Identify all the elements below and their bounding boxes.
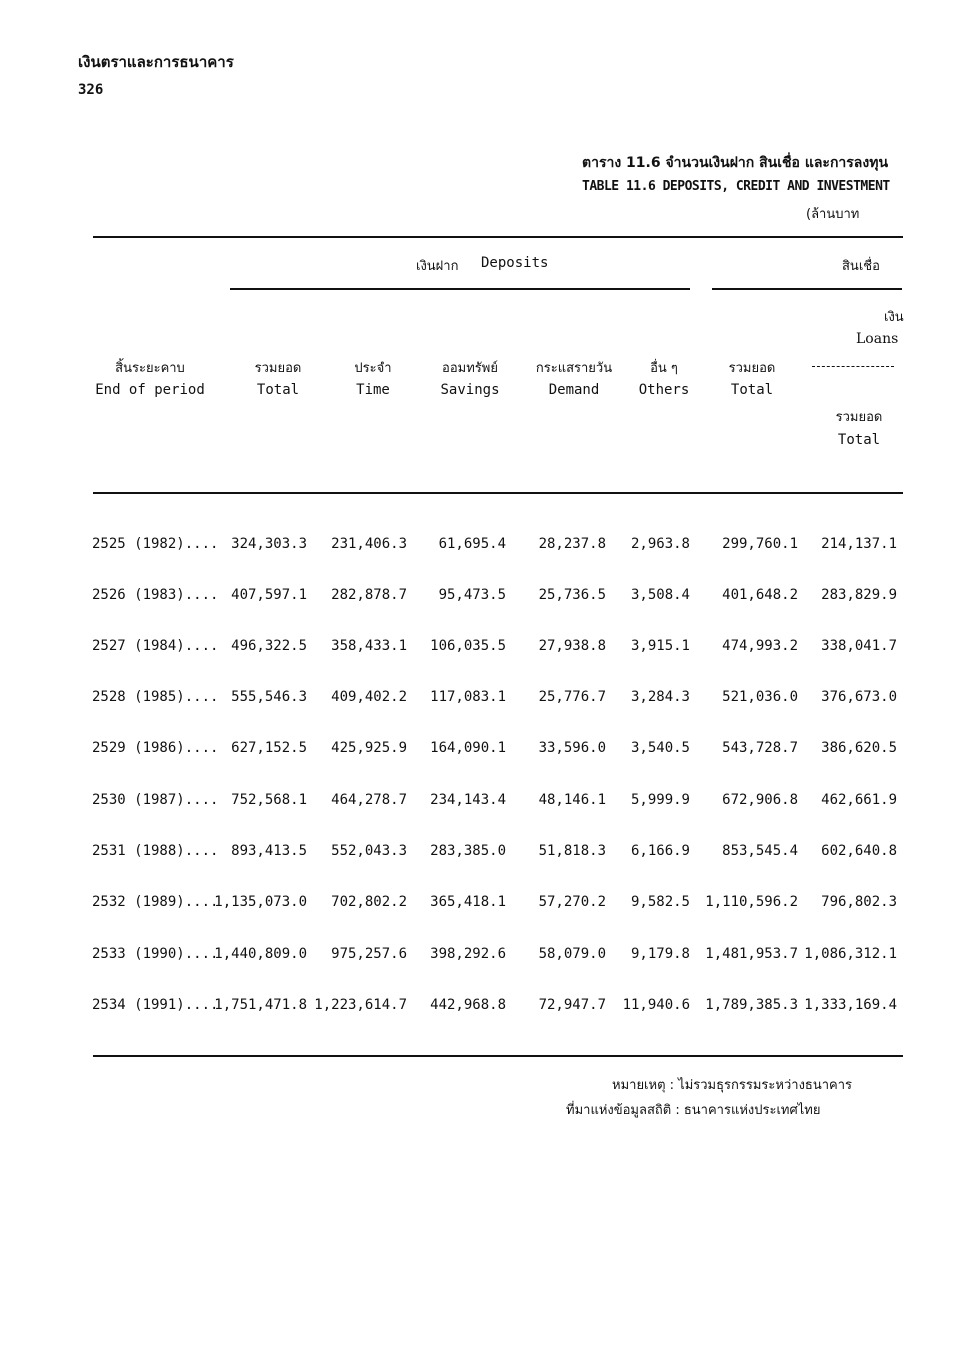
table-row — [0, 894, 966, 914]
table-title-thai: ตาราง 11.6 จำนวนเงินฝาก สินเชื่อ และการลงทุน — [582, 155, 889, 171]
col-credit-total-english: Total — [730, 382, 774, 398]
col-demand-thai: กระแสรายวัน — [535, 361, 613, 376]
cell-others: 5,999.9 — [630, 792, 690, 808]
cell-credit-total: 543,728.7 — [722, 740, 798, 756]
cell-others: 2,963.8 — [630, 536, 690, 552]
cell-others: 3,284.3 — [630, 689, 690, 705]
table-bottom-rule — [93, 1055, 903, 1057]
cell-total: 893,413.5 — [231, 843, 307, 859]
cell-others: 9,582.5 — [630, 894, 690, 910]
table-unit: (ล้านบาท — [806, 207, 860, 222]
cell-time: 231,406.3 — [331, 536, 407, 552]
cell-others: 3,508.4 — [630, 587, 690, 603]
col-period-thai: สิ้นระยะคาบ — [115, 361, 185, 376]
cell-others: 9,179.8 — [630, 946, 690, 962]
cell-credit-total: 474,993.2 — [722, 638, 798, 654]
col-time-thai: ประจำ — [354, 361, 392, 376]
cell-others: 11,940.6 — [622, 997, 690, 1013]
cell-others: 3,915.1 — [630, 638, 690, 654]
cell-time: 552,043.3 — [331, 843, 407, 859]
cell-savings: 283,385.0 — [430, 843, 506, 859]
cell-total: 496,322.5 — [231, 638, 307, 654]
cell-period: 2534 (1991).... — [92, 997, 219, 1013]
cell-period: 2525 (1982).... — [92, 536, 219, 552]
loans-group-english: Loans — [856, 331, 899, 347]
credit-group-rule — [712, 288, 902, 290]
cell-total: 752,568.1 — [231, 792, 307, 808]
cell-others: 3,540.5 — [630, 740, 690, 756]
cell-savings: 365,418.1 — [430, 894, 506, 910]
cell-loans-total: 1,086,312.1 — [804, 946, 897, 962]
cell-demand: 33,596.0 — [538, 740, 606, 756]
cell-demand: 27,938.8 — [538, 638, 606, 654]
page-number: 326 — [78, 82, 104, 98]
cell-demand: 25,776.7 — [538, 689, 606, 705]
credit-group-thai: สินเชื่อ — [842, 259, 880, 274]
table-row — [0, 587, 966, 607]
loans-group-thai: เงิน — [884, 310, 904, 325]
cell-credit-total: 521,036.0 — [722, 689, 798, 705]
cell-period: 2532 (1989).... — [92, 894, 219, 910]
cell-savings: 398,292.6 — [430, 946, 506, 962]
cell-period: 2528 (1985).... — [92, 689, 219, 705]
cell-loans-total: 214,137.1 — [821, 536, 897, 552]
cell-time: 464,278.7 — [331, 792, 407, 808]
col-savings-thai: ออมทรัพย์ — [442, 361, 498, 376]
cell-period: 2530 (1987).... — [92, 792, 219, 808]
col-total-english: Total — [256, 382, 300, 398]
col-credit-total-thai: รวมยอด — [728, 361, 776, 376]
table-row — [0, 638, 966, 658]
cell-savings: 117,083.1 — [430, 689, 506, 705]
loans-dashed-rule — [812, 366, 894, 367]
cell-credit-total: 672,906.8 — [722, 792, 798, 808]
cell-time: 282,878.7 — [331, 587, 407, 603]
cell-savings: 442,968.8 — [430, 997, 506, 1013]
cell-time: 975,257.6 — [331, 946, 407, 962]
col-total-thai: รวมยอด — [254, 361, 302, 376]
cell-demand: 72,947.7 — [538, 997, 606, 1013]
table-header-bottom-rule — [93, 492, 903, 494]
table-row — [0, 689, 966, 709]
cell-demand: 25,736.5 — [538, 587, 606, 603]
cell-demand: 51,818.3 — [538, 843, 606, 859]
cell-period: 2529 (1986).... — [92, 740, 219, 756]
cell-credit-total: 1,110,596.2 — [705, 894, 798, 910]
cell-savings: 106,035.5 — [430, 638, 506, 654]
cell-loans-total: 1,333,169.4 — [804, 997, 897, 1013]
deposits-group-rule — [230, 288, 690, 290]
table-row — [0, 997, 966, 1017]
cell-demand: 28,237.8 — [538, 536, 606, 552]
deposits-group-thai: เงินฝาก — [416, 259, 459, 274]
col-others-thai: อื่น ๆ — [650, 361, 678, 376]
col-loans-total-english: Total — [837, 432, 881, 448]
table-top-rule — [93, 236, 903, 238]
cell-time: 425,925.9 — [331, 740, 407, 756]
cell-credit-total: 1,481,953.7 — [705, 946, 798, 962]
col-period-english: End of period — [95, 382, 205, 398]
table-source: ที่มาแห่งข้อมูลสถิติ : ธนาคารแห่งประเทศไทย — [566, 1103, 821, 1118]
cell-loans-total: 338,041.7 — [821, 638, 897, 654]
table-row — [0, 946, 966, 966]
cell-total: 555,546.3 — [231, 689, 307, 705]
cell-period: 2526 (1983).... — [92, 587, 219, 603]
cell-demand: 57,270.2 — [538, 894, 606, 910]
table-row — [0, 792, 966, 812]
cell-total: 1,135,073.0 — [214, 894, 307, 910]
cell-period: 2533 (1990).... — [92, 946, 219, 962]
cell-time: 1,223,614.7 — [314, 997, 407, 1013]
cell-demand: 58,079.0 — [538, 946, 606, 962]
table-row — [0, 740, 966, 760]
cell-total: 407,597.1 — [231, 587, 307, 603]
cell-savings: 164,090.1 — [430, 740, 506, 756]
cell-time: 409,402.2 — [331, 689, 407, 705]
table-title-english: TABLE 11.6 DEPOSITS, CREDIT AND INVESTMENT — [582, 179, 890, 194]
cell-total: 627,152.5 — [231, 740, 307, 756]
col-savings-english: Savings — [440, 382, 500, 398]
col-loans-total-thai: รวมยอด — [835, 410, 883, 425]
col-time-english: Time — [356, 382, 390, 398]
cell-loans-total: 386,620.5 — [821, 740, 897, 756]
cell-period: 2527 (1984).... — [92, 638, 219, 654]
cell-loans-total: 376,673.0 — [821, 689, 897, 705]
cell-credit-total: 299,760.1 — [722, 536, 798, 552]
table-row — [0, 843, 966, 863]
cell-total: 324,303.3 — [231, 536, 307, 552]
cell-savings: 61,695.4 — [438, 536, 506, 552]
cell-total: 1,751,471.8 — [214, 997, 307, 1013]
cell-savings: 95,473.5 — [438, 587, 506, 603]
col-demand-english: Demand — [548, 382, 600, 398]
cell-time: 702,802.2 — [331, 894, 407, 910]
cell-period: 2531 (1988).... — [92, 843, 219, 859]
cell-savings: 234,143.4 — [430, 792, 506, 808]
cell-loans-total: 283,829.9 — [821, 587, 897, 603]
cell-loans-total: 602,640.8 — [821, 843, 897, 859]
running-header-title: เงินตราและการธนาคาร — [78, 53, 234, 71]
deposits-group-english: Deposits — [481, 255, 549, 271]
table-note: หมายเหตุ : ไม่รวมธุรกรรมระหว่างธนาคาร — [612, 1078, 853, 1093]
cell-credit-total: 1,789,385.3 — [705, 997, 798, 1013]
cell-loans-total: 462,661.9 — [821, 792, 897, 808]
col-others-english: Others — [638, 382, 690, 398]
cell-credit-total: 401,648.2 — [722, 587, 798, 603]
cell-loans-total: 796,802.3 — [821, 894, 897, 910]
cell-time: 358,433.1 — [331, 638, 407, 654]
cell-demand: 48,146.1 — [538, 792, 606, 808]
cell-credit-total: 853,545.4 — [722, 843, 798, 859]
cell-total: 1,440,809.0 — [214, 946, 307, 962]
cell-others: 6,166.9 — [630, 843, 690, 859]
table-row — [0, 536, 966, 556]
